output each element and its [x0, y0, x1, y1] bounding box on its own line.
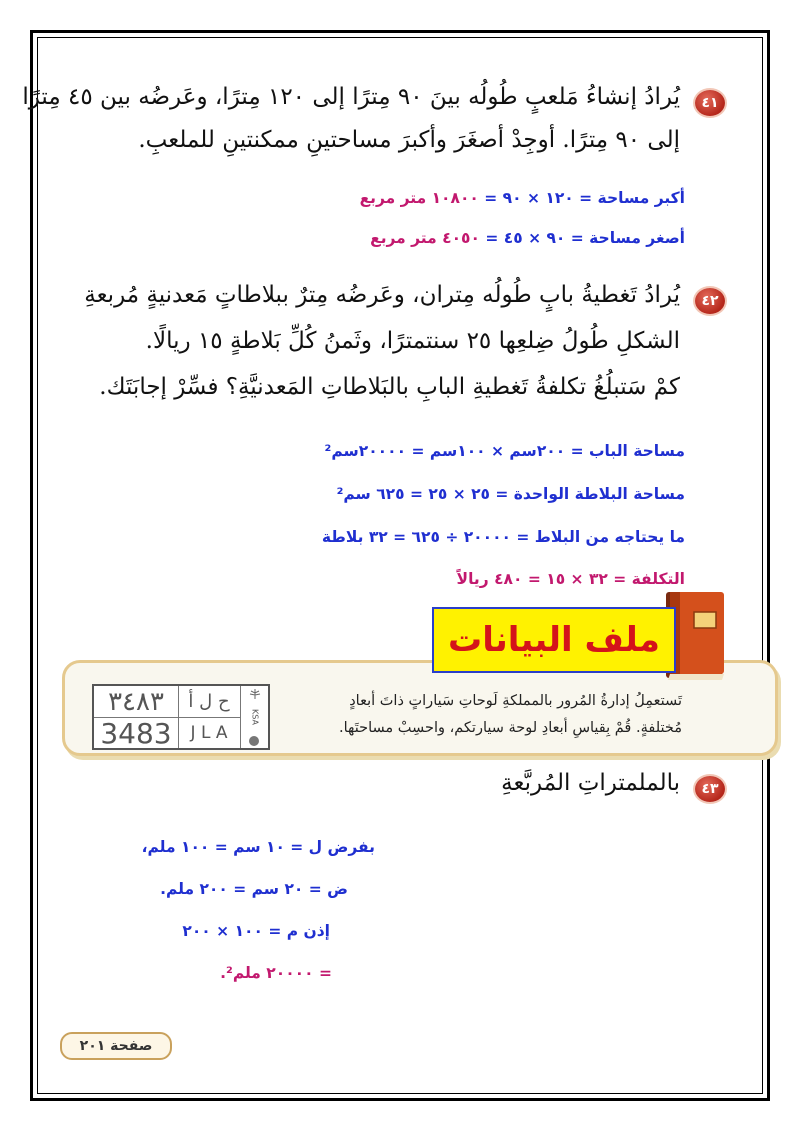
- problem-43-answer-3: إذن م = ١٠٠ × ٢٠٠: [182, 922, 330, 940]
- problem-43-answer-2: ض = ٢٠ سم = ٢٠٠ ملم.: [160, 880, 348, 898]
- palm-emblem-icon: [248, 688, 262, 700]
- data-file-title: ملف البيانات: [448, 620, 660, 660]
- problem-42-answer-door-area: مساحة الباب = ٢٠٠سم × ١٠٠سم = ٢٠٠٠٠سم²: [324, 442, 685, 460]
- page-number-label: صفحة ٢٠١: [79, 1038, 153, 1054]
- data-file-line-2: مُختلفةٍ. قُمْ بِقياسِ أبعادِ لوحة سيارتكم، واحسِبْ مساحتَها.: [339, 720, 682, 736]
- problem-42-line-1: يُرادُ تَغطيةُ بابٍ طُولُه مِتران، وعَرضُه مِترٌ ببلاطاتٍ مَعدنيةٍ مُربعةِ: [84, 282, 680, 308]
- problem-42-answer-tile-count: ما يحتاجه من البلاط = ٢٠٠٠٠ ÷ ٦٢٥ = ٣٢ بلاطة: [321, 528, 685, 546]
- problem-41-answer-largest: [360, 189, 685, 207]
- problem-41-answer-smallest: [370, 229, 685, 247]
- answer-label: أكبر مساحة = ١٢٠ × ٩٠ =: [478, 189, 685, 207]
- plate-latin-number: 3483: [100, 716, 172, 750]
- problem-42-answer-cost: التكلفة = ٣٢ × ١٥ = ٤٨٠ ريالاً: [456, 570, 685, 588]
- problem-43-title: بالملمتراتِ المُربَّعةِ: [501, 770, 680, 796]
- page-number-tab: [60, 1032, 172, 1060]
- problem-42-answer-tile-area: مساحة البلاطة الواحدة = ٢٥ × ٢٥ = ٦٢٥ سم²: [336, 485, 685, 503]
- problem-43-number-badge: ٤٣: [695, 776, 725, 802]
- problem-43-answer-4: = ٢٠٠٠٠ ملم².: [220, 964, 332, 982]
- problem-42-line-2: الشكلِ طُولُ ضِلعِها ٢٥ سنتمترًا، وثَمنُ كُلِّ بَلاطةٍ ١٥ ريالًا.: [145, 328, 680, 354]
- answer-value: ٤٠٥٠ متر مربع: [370, 229, 480, 247]
- problem-41-number-badge: ٤١: [695, 90, 725, 116]
- problem-43-answer-1: بفرض ل = ١٠ سم = ١٠٠ ملم،: [141, 838, 375, 856]
- answer-value: ١٠٨٠٠ متر مربع: [359, 189, 479, 207]
- plate-seal-icon: [247, 734, 261, 748]
- plate-country-code: KSA: [250, 709, 260, 725]
- answer-label: أصغر مساحة = ٩٠ × ٤٥ =: [479, 229, 685, 247]
- plate-arabic-letters: ح ل أ: [188, 691, 230, 712]
- problem-41-line-2: إلى ٩٠ مِترًا. أوجِدْ أصغَرَ وأكبرَ مساحتينِ ممكنتينِ للملعبِ.: [138, 127, 680, 153]
- plate-latin-letters: J L A: [190, 723, 228, 743]
- license-plate-image: [92, 684, 270, 750]
- plate-arabic-number: ٣٤٨٣: [108, 686, 164, 717]
- data-file-banner: [432, 607, 676, 673]
- problem-41-line-1: يُرادُ إنشاءُ مَلعبٍ طُولُه بينَ ٩٠ مِترًا إلى ١٢٠ مِترًا، وعَرضُه بين ٤٥ مِترًا: [22, 84, 680, 110]
- problem-42-number-badge: ٤٢: [695, 288, 725, 314]
- data-file-line-1: تَستعمِلُ إدارةُ المُرور بالمملكةِ لَوحاتِ سَياراتٍ ذاتَ أبعادٍ: [349, 693, 682, 709]
- problem-42-line-3: كمْ سَتبلُغُ تكلفةُ تَغطيةِ البابِ بالبَلاطاتِ المَعدنيَّةِ؟ فسِّرْ إجابَتَك.: [99, 374, 680, 400]
